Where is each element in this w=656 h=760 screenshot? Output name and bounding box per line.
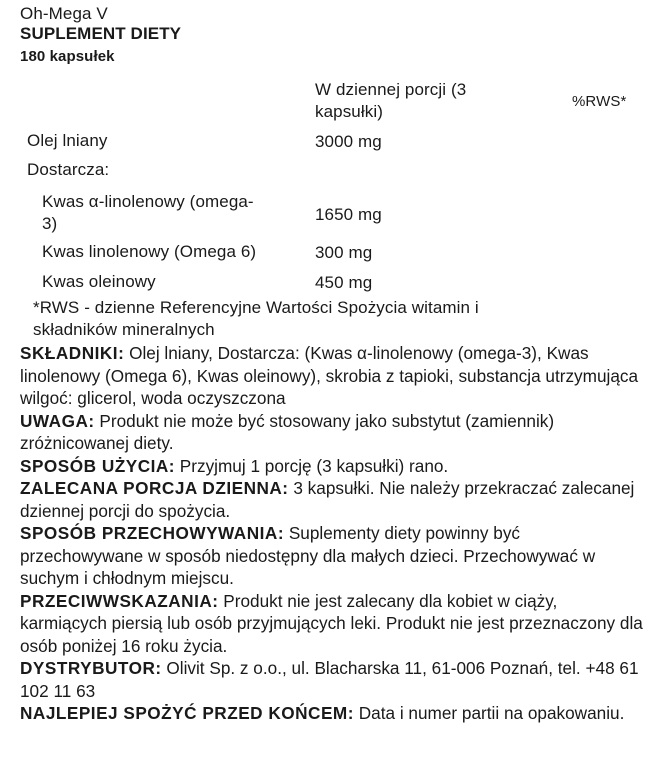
column-header-rws: %RWS* bbox=[572, 93, 627, 110]
storage-text: Suplementy diety powinny być przechowywane w sposób niedostępny dla małych dzieci. Przechowywać w suchym i chłodnym miejscu. bbox=[20, 523, 596, 588]
storage-section bbox=[20, 522, 646, 590]
row-name-oleic: Kwas oleinowy bbox=[42, 272, 156, 291]
row-name-ala-line1: Kwas α-linolenowy (omega- bbox=[42, 192, 254, 211]
usage-section bbox=[20, 455, 646, 478]
best-before-section bbox=[20, 702, 646, 725]
distributor-text: Olivit Sp. z o.o., ul. Blacharska 11, 61-006 Poznań, tel. +48 61 102 11 63 bbox=[20, 658, 639, 701]
row-name-ala-line2: 3) bbox=[42, 214, 58, 233]
usage-text: Przyjmuj 1 porcję (3 kapsułki) rano. bbox=[179, 455, 449, 476]
product-name: Oh-Mega V bbox=[20, 4, 108, 23]
column-header-portion-line1: W dziennej porcji (3 bbox=[315, 80, 467, 99]
daily-portion-label: ZALECANA PORCJA DZIENNA: bbox=[20, 478, 289, 498]
distributor-label: DYSTRYBUTOR: bbox=[20, 658, 162, 678]
storage-label: SPOSÓB PRZECHOWYWANIA: bbox=[20, 523, 285, 543]
capsule-count: 180 kapsułek bbox=[20, 48, 115, 65]
best-before-label: NAJLEPIEJ SPOŻYĆ PRZED KOŃCEM: bbox=[20, 703, 354, 723]
daily-portion-section bbox=[20, 477, 646, 522]
warnings-section bbox=[20, 410, 646, 455]
row-value-linoleic: 300 mg bbox=[315, 243, 373, 262]
column-header-portion-line2: kapsułki) bbox=[315, 102, 383, 121]
rws-footnote-line1: *RWS - dzienne Referencyjne Wartości Spożycia witamin i bbox=[33, 298, 479, 317]
contraindications-section bbox=[20, 590, 646, 658]
row-name-linoleic: Kwas linolenowy (Omega 6) bbox=[42, 242, 257, 261]
ingredients-section bbox=[20, 342, 646, 410]
best-before-text: Data i numer partii na opakowaniu. bbox=[358, 703, 625, 723]
warnings-label: UWAGA: bbox=[20, 410, 95, 431]
row-value-flaxseed-oil: 3000 mg bbox=[315, 132, 382, 151]
row-value-oleic: 450 mg bbox=[315, 273, 373, 292]
contraindications-label: PRZECIWWSKAZANIA: bbox=[20, 590, 219, 611]
row-value-ala: 1650 mg bbox=[315, 205, 382, 224]
ingredients-text: Olej lniany, Dostarcza: (Kwas α-linolenowy (omega-3), Kwas linolenowy (Omega 6), Kwas oleinowy), skrobia z tapioki, substancja utrzymująca wilgoć: glicerol, woda oczyszczona bbox=[20, 343, 639, 408]
row-name-flaxseed-oil: Olej lniany bbox=[27, 131, 108, 150]
ingredients-label: SKŁADNIKI: bbox=[20, 343, 125, 363]
contraindications-text: Produkt nie jest zalecany dla kobiet w ciąży, karmiących piersią lub osób przyjmujących leki. Produkt nie jest przeznaczony dla osób poniżej 16 roku życia. bbox=[20, 590, 643, 656]
rws-footnote-line2: składników mineralnych bbox=[33, 320, 215, 339]
row-name-provides: Dostarcza: bbox=[27, 160, 110, 179]
daily-portion-text: 3 kapsułki. Nie należy przekraczać zalecanej dziennej porcji do spożycia. bbox=[20, 478, 635, 521]
product-category: SUPLEMENT DIETY bbox=[20, 24, 182, 43]
warnings-text: Produkt nie może być stosowany jako substytut (zamiennik) zróżnicowanej diety. bbox=[20, 410, 555, 453]
label-sections bbox=[20, 342, 646, 725]
usage-label: SPOSÓB UŻYCIA: bbox=[20, 455, 176, 476]
distributor-section bbox=[20, 657, 646, 702]
